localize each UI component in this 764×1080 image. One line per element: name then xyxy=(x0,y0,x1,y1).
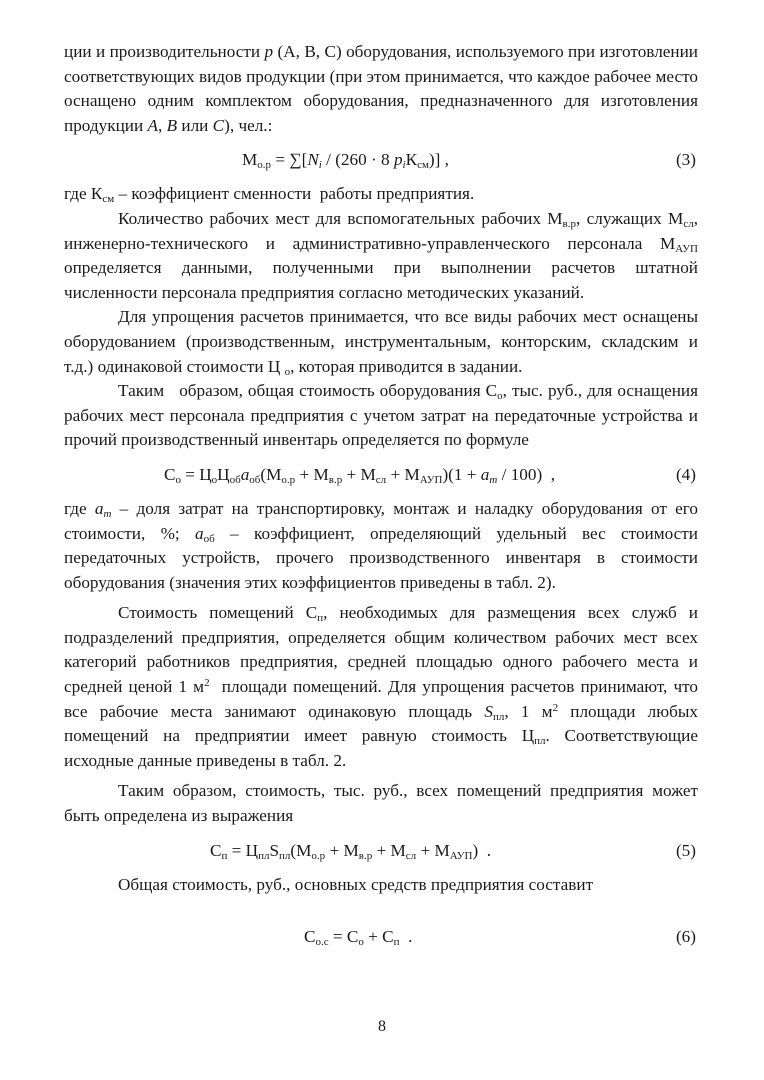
equation-6-number: (6) xyxy=(675,927,696,947)
paragraph-shift-coefficient: где $К_{см}$ – коэффициент сменности работы предприятия. xyxy=(64,184,475,206)
document-page xyxy=(64,40,698,959)
equation-3 xyxy=(64,141,698,179)
paragraph-total-fixed-assets: Общая стоимость, руб., основных средств предприятия составит xyxy=(118,874,594,894)
paragraph-simplification: Для упрощения расчетов принимается, что все виды рабочих мест оснащены оборудованием (производственным, инструментальным, конторским, складским и т.д.) одинаковой стоимости Ц $_о$, которая приводится в задании. xyxy=(64,307,698,378)
equation-5 xyxy=(64,832,698,870)
equation-4-number: (4) xyxy=(675,464,696,484)
equation-5-formula: $С_п = Ц_{пл}S_{пл}(М_{о.р} + М_{в.р} + М_{сл} + М_{АУП})$ . xyxy=(210,840,492,862)
equation-6-formula: $С_{о.с} = С_о + С_п$ . xyxy=(304,927,413,949)
equation-4 xyxy=(64,456,698,494)
paragraph-production-capacity: ции и производительности p (А, В, С) оборудования, используемого при изготовлении соответствующих видов продукции (при этом принимается, что каждое рабочее место оснащено одним комплектом оборудования, предназначенного для изготовления продукции A, B или C), чел.: xyxy=(64,42,698,135)
paragraph-premises-expression: Таким образом, стоимость, тыс. руб., всех помещений предприятия может быть определена из выражения xyxy=(64,781,698,826)
page-number: 8 xyxy=(378,1018,386,1035)
equation-6 xyxy=(64,918,698,956)
equation-4-formula: $С_о = Ц_оЦ_{об}a_{об}(М_{о.р} + М_{в.р} + М_{сл} + М_{АУП})(1 + a_т / 100)$ , xyxy=(164,464,556,486)
equation-5-number: (5) xyxy=(675,840,696,860)
paragraph-equipment-cost: Таким образом, общая стоимость оборудования $С_о$, тыс. руб., для оснащения рабочих мест персонала предприятия с учетом затрат на передаточные устройства и прочий производственный инвентарь определяется по формуле xyxy=(64,381,698,450)
paragraph-premises-cost: Стоимость помещений $С_п$, необходимых для размещения всех служб и подразделений предприятия, определяется общим количеством рабочих мест всех категорий работников предприятия, средней площадью одного рабочего места и средней ценой 1 $м^2$ площади помещений. Для упрощения расчетов принимают, что все рабочие места занимают одинаковую площадь $S_{пл}$, 1 $м^2$ площади любых помещений на предприятии имеет равную стоимость $Ц_{пл}$. Соответствующие исходные данные приведены в табл. 2. xyxy=(64,603,698,770)
equation-3-formula: $М_{о.р} = \sum[N_i / (260 \cdot 8$ $p_iК_{см}$)] , xyxy=(242,150,449,172)
paragraph-workplaces-count: Количество рабочих мест для вспомогательных рабочих $М_{в.р}$, служащих $М_{сл}$, инженерно-технического и административно-управленческого персонала $М_{АУП}$ определяется данными, полученными при выполнении расчетов штатной численности персонала предприятия согласно методических указаний. xyxy=(64,208,698,302)
equation-3-number: (3) xyxy=(675,150,696,170)
paragraph-coefficients: где $a_т$ – доля затрат на транспортировку, монтаж и наладку оборудования от его стоимости, %; $a_{об}$ – коэффициент, определяющий удельный вес стоимости передаточных устройств, прочего производственного инвентаря в стоимости оборудования (значения этих коэффициентов приведены в табл. 2). xyxy=(64,498,698,592)
